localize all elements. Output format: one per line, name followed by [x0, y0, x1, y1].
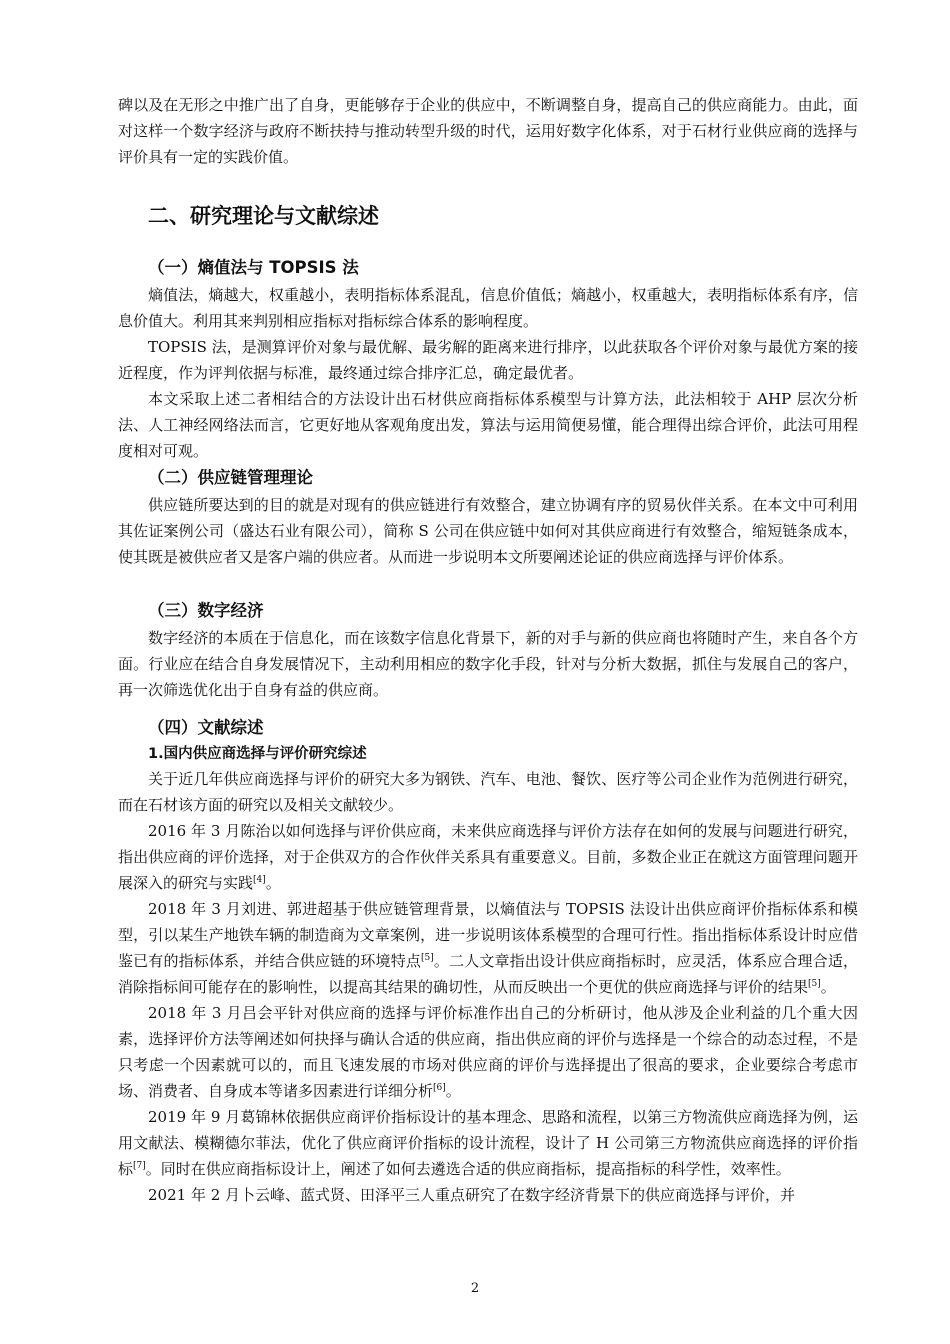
paragraph: 数字经济的本质在于信息化，而在该数字信息化背景下，新的对手与新的供应商也将随时产生，来自各个方面。行业应在结合自身发展情况下，主动利用相应的数字化手段，针对与分析大数据，抓住与发展自己的客户，再一次筛选优化出于自身有益的供应商。: [118, 629, 858, 699]
paragraph: [118, 1000, 858, 1104]
subsubsection-title: 1.国内供应商选择与评价研究综述: [148, 746, 367, 762]
subsection-title-4: （四）文献综述: [148, 718, 264, 737]
paragraph: 熵值法，熵越大，权重越小，表明指标体系混乱，信息价值低；熵越小，权重越大，表明指标体系有序，信息价值大。利用其来判别相应指标对指标综合体系的影响程度。: [118, 286, 858, 330]
paragraph: 本文采取上述二者相结合的方法设计出石材供应商指标体系模型与计算方法，此法相较于 AHP 层次分析法、人工神经网络法而言，它更好地从客观角度出发，算法与运用简便易懂，能合理得出综合评价，此法可用程度相对可观。: [118, 390, 858, 460]
subsection-title-2: （二）供应链管理理论: [148, 468, 313, 487]
citation-ref: [7]: [133, 1161, 146, 1171]
paragraph-text: 2018 年 3 月刘进、郭进超基于供应链管理背景，以熵值法与 TOPSIS 法设计出供应商评价指标体系和模型，引以某生产地铁车辆的制造商为文章案例，进一步说明该体系模型的合理可行性。指出指标体系设计时应借鉴已有的指标体系，并结合供应链的环境特点: [118, 900, 858, 970]
subsection-title-1: （一）熵值法与 TOPSIS 法: [148, 258, 359, 277]
paragraph-end: 。: [820, 978, 836, 996]
page-number: 2: [470, 1281, 480, 1296]
subsection-entropy-topsis: [118, 254, 858, 464]
section-title: 二、研究理论与文献综述: [148, 204, 379, 228]
citation-ref: [4]: [253, 875, 266, 885]
paragraph-end: 。: [265, 874, 281, 892]
citation-ref: [5]: [421, 953, 434, 963]
paragraph: 关于近几年供应商选择与评价的研究大多为钢铁、汽车、电池、餐饮、医疗等公司企业作为范例进行研究，而在石材该方面的研究以及相关文献较少。: [118, 770, 858, 814]
paragraph-text: 2018 年 3 月吕会平针对供应商的选择与评价标准作出自己的分析研讨，他从涉及企业利益的几个重大因素，选择评价方法等阐述如何抉择与确认合适的供应商，指出供应商的评价与选择是一个综合的动态过程，不是只考虑一个因素就可以的，而且飞速发展的市场对供应商的评价与选择提出了很高的要求，企业要综合考虑市场、消费者、自身成本等诸多因素进行详细分析: [118, 1004, 858, 1100]
paragraph: [118, 1104, 858, 1182]
subsection-title-3: （三）数字经济: [148, 601, 264, 620]
paragraph: 供应链所要达到的目的就是对现有的供应链进行有效整合，建立协调有序的贸易伙伴关系。在本文中可利用其佐证案例公司（盛达石业有限公司），简称 S 公司在供应链中如何对其供应商进行有效整合，缩短链条成本，使其既是被供应者又是客户端的供应者。从而进一步说明本文所要阐述论证的供应商选择与评价体系。: [118, 496, 858, 566]
paragraph: [118, 896, 858, 1000]
paragraph: TOPSIS 法，是测算评价对象与最优解、最劣解的距离来进行排序，以此获取各个评价对象与最优方案的接近程度，作为评判依据与标准，最终通过综合排序汇总，确定最优者。: [118, 338, 858, 382]
paragraph-text: 2019 年 9 月葛锦林依据供应商评价指标设计的基本理念、思路和流程，以第三方物流供应商选择为例，运用文献法、模糊德尔菲法，优化了供应商评价指标的设计流程，设计了 H 公司第三方物流供应商选择的评价指标: [118, 1108, 858, 1178]
intro-paragraph: 碑以及在无形之中推广出了自身，更能够存于企业的供应中，不断调整自身，提高自己的供应商能力。由此，面对这样一个数字经济与政府不断扶持与推动转型升级的时代，运用好数字化体系，对于石材行业供应商的选择与评价具有一定的实践价值。: [118, 96, 858, 166]
paragraph-text: 。同时在供应商指标设计上，阐述了如何去遴选合适的供应商指标，提高指标的科学性，效率性。: [145, 1160, 791, 1178]
paragraph: [118, 818, 858, 896]
citation-ref: [6]: [433, 1083, 446, 1093]
paragraph: 2021 年 2 月卜云峰、蓝式贤、田泽平三人重点研究了在数字经济背景下的供应商选择与评价，并: [148, 1186, 796, 1204]
subsection-supply-chain: [118, 464, 858, 570]
intro-section: [118, 92, 858, 170]
subsection-digital-economy: [118, 597, 858, 703]
paragraph-end: 。: [445, 1082, 461, 1100]
paragraph-text: 。二人文章指出设计供应商指标时，应灵活，体系应合理合适，消除指标间可能存在的影响性，以提高其结果的确切性，从而反映出一个更优的供应商选择与评价的结果: [118, 952, 858, 996]
paragraph-text: 2016 年 3 月陈治以如何选择与评价供应商，未来供应商选择与评价方法存在如何的发展与问题进行研究，指出供应商的评价选择，对于企供双方的合作伙伴关系具有重要意义。目前，多数企业正在就这方面管理问题开展深入的研究与实践: [118, 822, 858, 892]
section-heading-block: [118, 201, 858, 231]
subsection-literature-review: [118, 714, 858, 1208]
citation-ref: [5]: [808, 979, 821, 989]
